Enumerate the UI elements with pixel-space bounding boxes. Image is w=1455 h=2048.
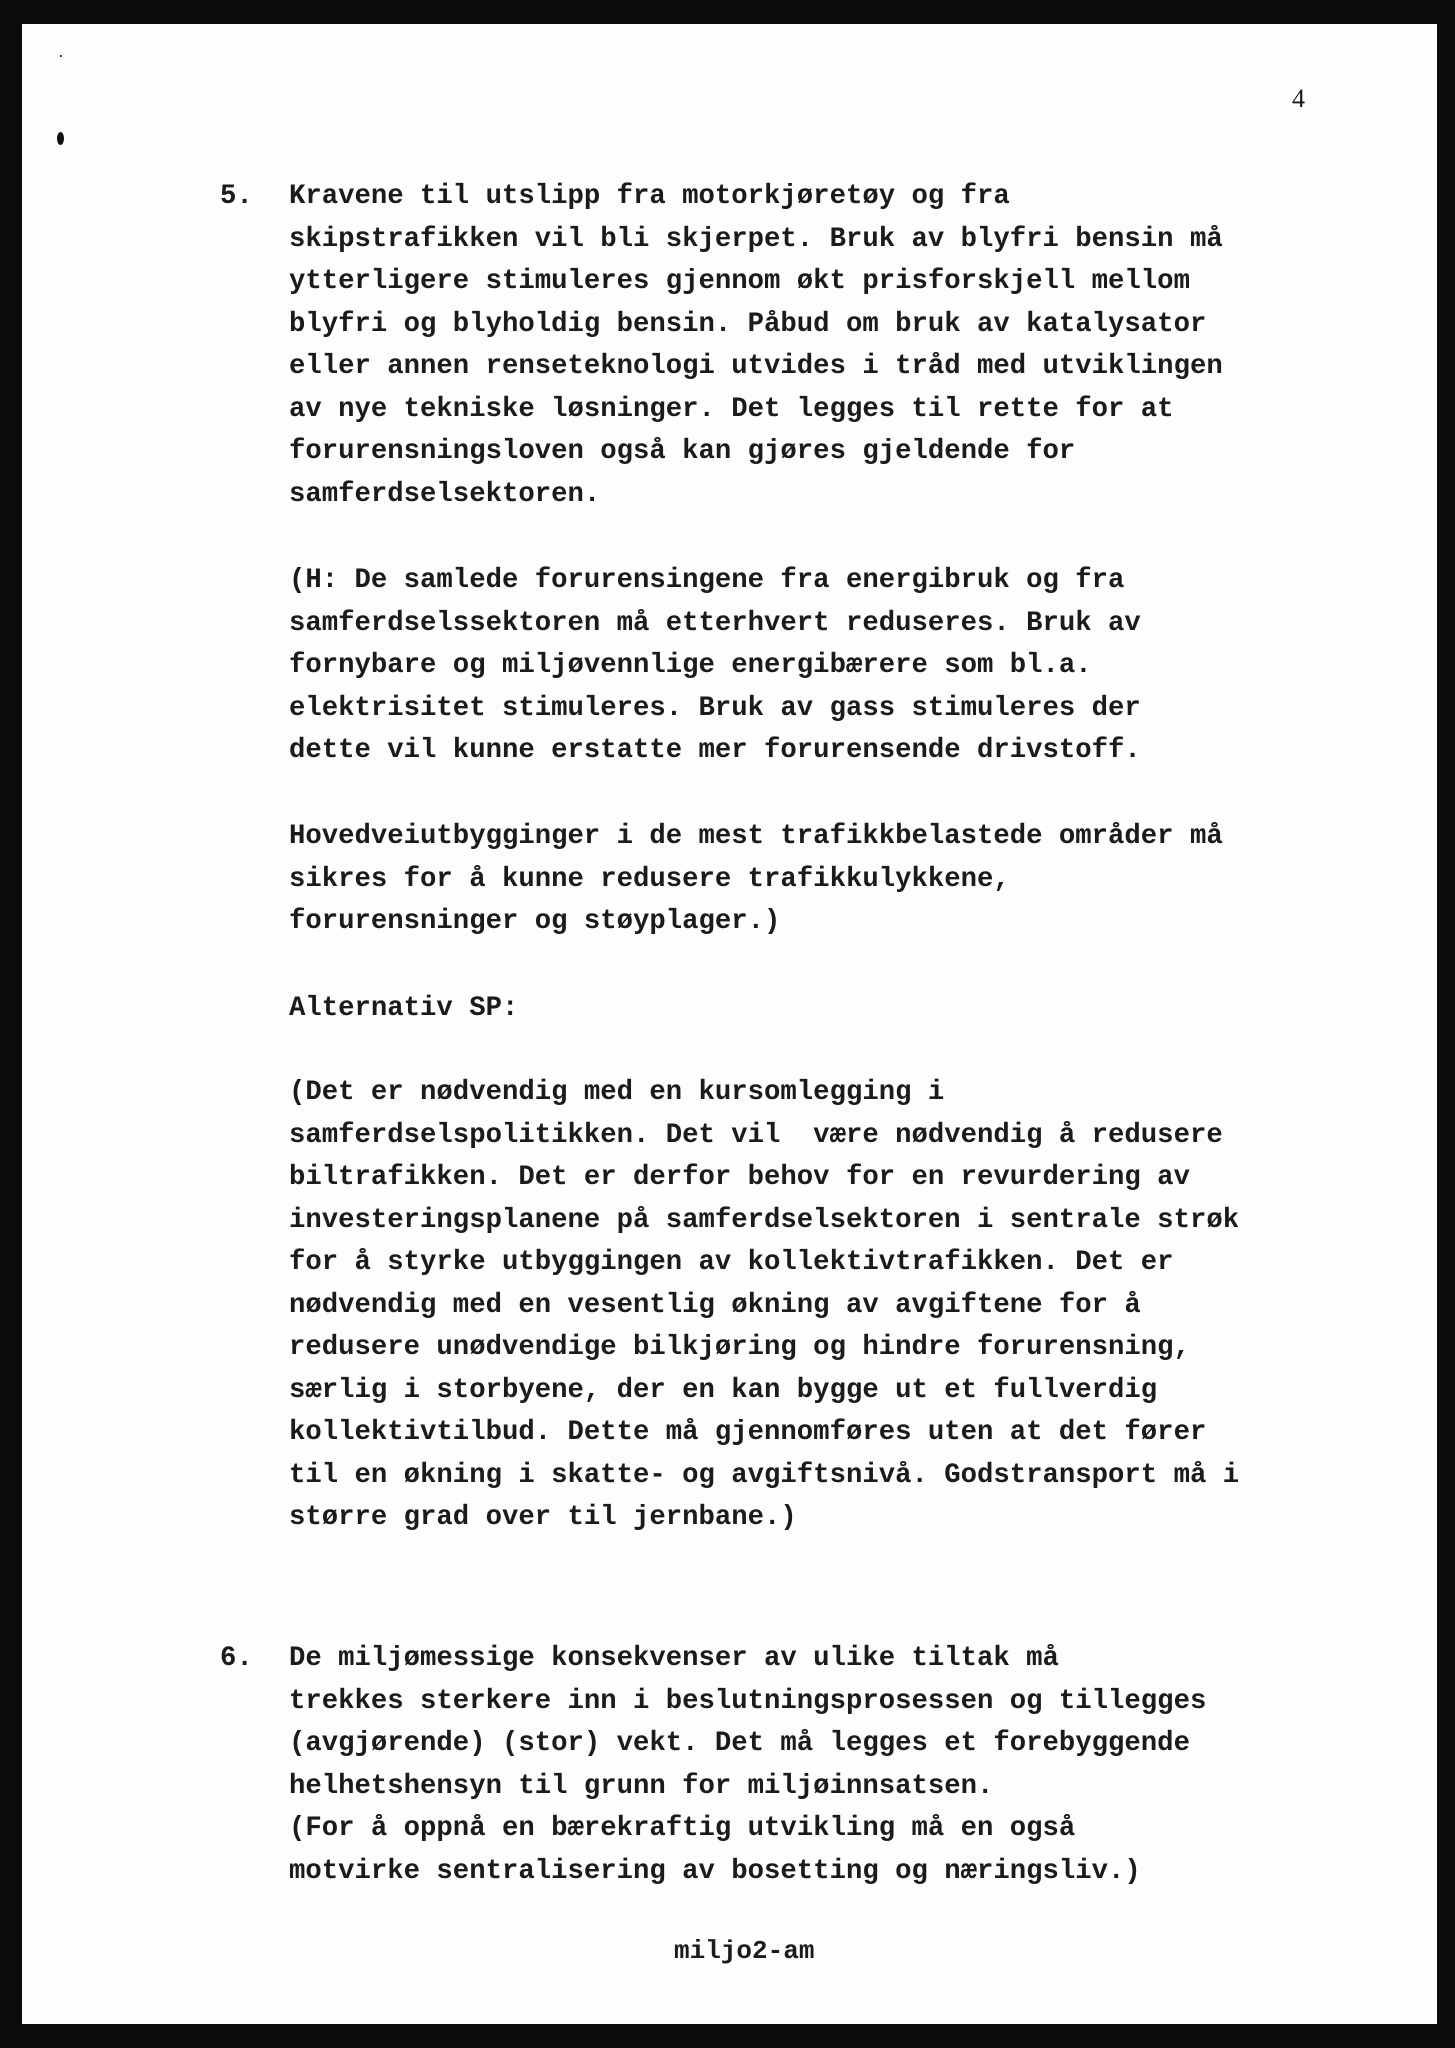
text-line: samferdselssektoren må etterhvert reduseres. Bruk av bbox=[289, 607, 1141, 639]
footer-filename: miljo2-am bbox=[674, 1936, 815, 1966]
text-line: (Det er nødvendig med en kursomlegging i bbox=[289, 1077, 945, 1108]
text-line: (avgjørende) (stor) vekt. Det må legges et forebyggende bbox=[289, 1728, 1190, 1759]
text-line: Kravene til utslipp fra motorkjøretøy og fra bbox=[289, 181, 1010, 212]
text-line: trekkes sterkere inn i beslutningsprosessen og tillegges bbox=[289, 1685, 1207, 1717]
text-line: (H: De samlede forurensingene fra energibruk og fra bbox=[289, 565, 1125, 596]
text-line: (For å oppnå en bærekraftig utvikling må en også bbox=[289, 1813, 1076, 1844]
text-line: samferdselsektoren. bbox=[289, 478, 601, 510]
text-line: blyfri og blyholdig bensin. Påbud om bruk av katalysator bbox=[289, 308, 1207, 340]
text-line: Hovedveiutbygginger i de mest trafikkbelastede områder må bbox=[289, 821, 1223, 852]
text-line: De miljømessige konsekvenser av ulike tiltak må bbox=[289, 1643, 1059, 1674]
text-line: skipstrafikken vil bli skjerpet. Bruk av blyfri bensin må bbox=[289, 223, 1223, 255]
text-line: dette vil kunne erstatte mer forurensende drivstoff. bbox=[289, 735, 1141, 766]
item-5-number: 5. bbox=[220, 181, 253, 212]
text-line: til en økning i skatte- og avgiftsnivå. Godstransport må i bbox=[289, 1459, 1240, 1491]
text-line: særlig i storbyene, der en kan bygge ut et fullverdig bbox=[289, 1374, 1158, 1406]
text-line: investeringsplanene på samferdselsektoren i sentrale strøk bbox=[289, 1204, 1240, 1236]
page-number: 4 bbox=[1292, 84, 1305, 113]
text-line: forurensninger og støyplager.) bbox=[289, 906, 781, 937]
item-5-paragraph-main bbox=[289, 176, 1409, 516]
item-5-paragraph-sp bbox=[289, 1072, 1409, 1540]
item-6-paragraph bbox=[289, 1638, 1409, 1893]
text-line: fornybare og miljøvennlige energibærere som bl.a. bbox=[289, 650, 1092, 681]
text-line: større grad over til jernbane.) bbox=[289, 1502, 797, 1533]
text-line: samferdselspolitikken. Det vil være nødvendig å redusere bbox=[289, 1119, 1223, 1151]
text-line: Alternativ SP: bbox=[289, 993, 519, 1024]
scan-speck bbox=[60, 55, 62, 57]
text-line: av nye tekniske løsninger. Det legges til rette for at bbox=[289, 393, 1174, 425]
text-line: eller annen renseteknologi utvides i tråd med utviklingen bbox=[289, 351, 1223, 382]
text-line: for å styrke utbyggingen av kollektivtrafikken. Det er bbox=[289, 1247, 1174, 1278]
item-5-paragraph-h bbox=[289, 560, 1409, 773]
text-line: kollektivtilbud. Dette må gjennomføres uten at det fører bbox=[289, 1417, 1207, 1448]
text-line: ytterligere stimuleres gjennom økt prisforskjell mellom bbox=[289, 266, 1190, 297]
text-line: helhetshensyn til grunn for miljøinnsatsen. bbox=[289, 1770, 994, 1802]
alternative-heading bbox=[289, 988, 1409, 1031]
item-5-paragraph-roads bbox=[289, 816, 1409, 944]
text-line: motvirke sentralisering av bosetting og næringsliv.) bbox=[289, 1855, 1141, 1887]
item-6-number: 6. bbox=[220, 1643, 253, 1674]
text-line: forurensningsloven også kan gjøres gjeldende for bbox=[289, 436, 1076, 467]
text-line: sikres for å kunne redusere trafikkulykkene, bbox=[289, 863, 1010, 895]
margin-bullet-mark bbox=[57, 132, 64, 145]
text-line: biltrafikken. Det er derfor behov for en revurdering av bbox=[289, 1162, 1190, 1193]
text-line: nødvendig med en vesentlig økning av avgiftene for å bbox=[289, 1289, 1141, 1321]
text-line: redusere unødvendige bilkjøring og hindre forurensning, bbox=[289, 1332, 1190, 1363]
document-page bbox=[22, 24, 1437, 2024]
text-line: elektrisitet stimuleres. Bruk av gass stimuleres der bbox=[289, 692, 1141, 724]
